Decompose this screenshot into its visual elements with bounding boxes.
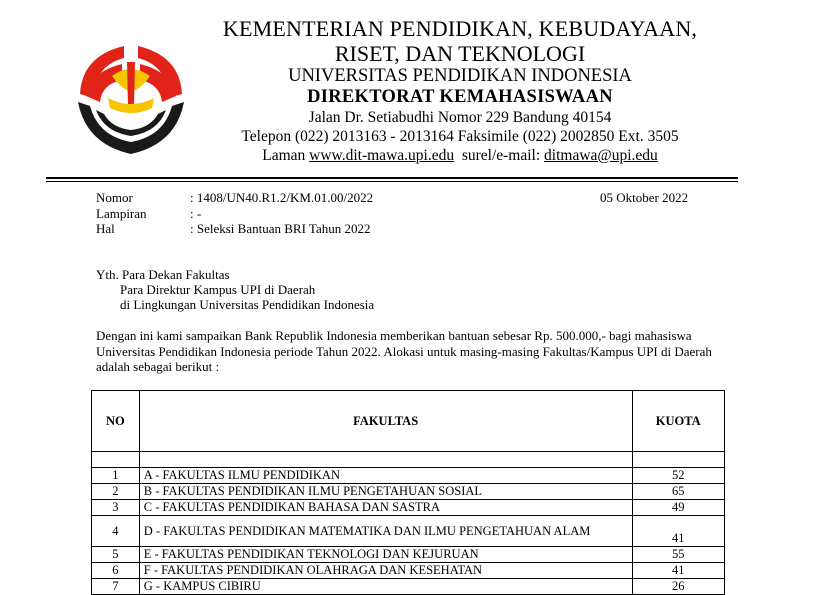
row-fakultas	[139, 547, 632, 563]
upi-logo-graphic	[72, 36, 190, 158]
row-kuota: 55	[632, 547, 724, 563]
fakultas-name: - FAKULTAS PENDIDIKAN BAHASA DAN SASTRA	[152, 500, 441, 514]
hal-label: Hal	[96, 221, 115, 236]
recipient-line1: Yth. Para Dekan Fakultas	[96, 267, 230, 282]
row-fakultas	[139, 500, 632, 516]
row-no: 1	[92, 468, 140, 484]
fakultas-code: C	[143, 500, 153, 514]
header-kuota: KUOTA	[632, 391, 724, 452]
row-no: 5	[92, 547, 140, 563]
recipient-line3: di Lingkungan Universitas Pendidikan Indonesia	[120, 297, 375, 312]
row-kuota: 41	[632, 563, 724, 579]
recipient-block	[96, 267, 374, 312]
fakultas-code: B	[143, 484, 153, 498]
header-fakultas: FAKULTAS	[139, 391, 632, 452]
letterhead	[215, 16, 705, 165]
lampiran-value: : -	[190, 206, 202, 221]
fakultas-code: E	[143, 547, 152, 561]
lampiran-label: Lampiran	[96, 206, 147, 221]
row-kuota: 26	[632, 579, 724, 595]
row-no: 6	[92, 563, 140, 579]
table-row	[92, 516, 725, 547]
row-no: 3	[92, 500, 140, 516]
contact-line	[215, 146, 705, 165]
upi-logo	[72, 36, 190, 158]
table-header-row	[92, 391, 725, 452]
email-link[interactable]: ditmawa@upi.edu	[544, 147, 658, 164]
fakultas-name: - FAKULTAS PENDIDIKAN TEKNOLOGI DAN KEJURUAN	[151, 547, 479, 561]
university-name: UNIVERSITAS PENDIDIKAN INDONESIA	[288, 66, 632, 86]
recipient-line2: Para Direktur Kampus UPI di Daerah	[120, 282, 316, 297]
phone-fax: Telepon (022) 2013163 - 2013164 Faksimile (022) 2002850 Ext. 3505	[241, 128, 679, 145]
row-kuota: 65	[632, 484, 724, 500]
fakultas-code: G	[143, 579, 153, 593]
letter-date: 05 Oktober 2022	[600, 190, 689, 205]
table-row	[92, 484, 725, 500]
row-kuota: 41	[632, 516, 724, 547]
email-prefix: surel/e-mail:	[461, 147, 541, 164]
letterhead-divider-thin	[46, 181, 738, 182]
fakultas-name: - FAKULTAS PENDIDIKAN MATEMATIKA DAN ILMU PENGETAHUAN ALAM	[152, 523, 591, 538]
row-no: 2	[92, 484, 140, 500]
table-spacer-row	[92, 452, 725, 468]
fakultas-name: - FAKULTAS ILMU PENDIDIKAN	[152, 468, 340, 482]
fakultas-name: - FAKULTAS PENDIDIKAN OLAHRAGA DAN KESEHATAN	[150, 563, 483, 577]
row-kuota: 49	[632, 500, 724, 516]
quota-table	[91, 390, 725, 595]
ministry-line2: RISET, DAN TEKNOLOGI	[334, 41, 586, 66]
row-fakultas	[139, 516, 632, 547]
ministry-line1: KEMENTERIAN PENDIDIKAN, KEBUDAYAAN,	[222, 16, 698, 41]
row-fakultas	[139, 484, 632, 500]
header-no: NO	[92, 391, 140, 452]
row-no: 4	[92, 516, 140, 547]
table-row	[92, 468, 725, 484]
directorate-name: DIREKTORAT KEMAHASISWAAN	[307, 87, 613, 107]
website-link[interactable]: www.dit-mawa.upi.edu	[309, 147, 455, 164]
table-row	[92, 547, 725, 563]
fakultas-name: - KAMPUS CIBIRU	[152, 579, 261, 593]
fakultas-code: A	[143, 468, 153, 482]
body-paragraph: Dengan ini kami sampaikan Bank Republik Indonesia memberikan bantuan sebesar Rp. 500.000,- bagi mahasiswa Universitas Pendidikan Indonesia periode Tahun 2022. Alokasi untuk masing-masing Fakultas/Kampus UPI di Daerah adalah sebagai berikut :	[96, 328, 712, 374]
hal-value: : Seleksi Bantuan BRI Tahun 2022	[190, 221, 371, 236]
table-row	[92, 500, 725, 516]
fakultas-code: F	[143, 563, 151, 577]
table-row	[92, 563, 725, 579]
fakultas-name: - FAKULTAS PENDIDIKAN ILMU PENGETAHUAN SOSIAL	[152, 484, 483, 498]
web-prefix: Laman	[262, 147, 306, 164]
address: Jalan Dr. Setiabudhi Nomor 229 Bandung 40154	[308, 109, 612, 126]
fakultas-code: D	[143, 523, 153, 538]
nomor-label: Nomor	[96, 190, 133, 205]
row-kuota: 52	[632, 468, 724, 484]
row-no: 7	[92, 579, 140, 595]
nomor-value: : 1408/UN40.R1.2/KM.01.00/2022	[190, 190, 374, 205]
row-fakultas	[139, 563, 632, 579]
row-fakultas	[139, 468, 632, 484]
letterhead-divider-thick	[46, 177, 738, 179]
